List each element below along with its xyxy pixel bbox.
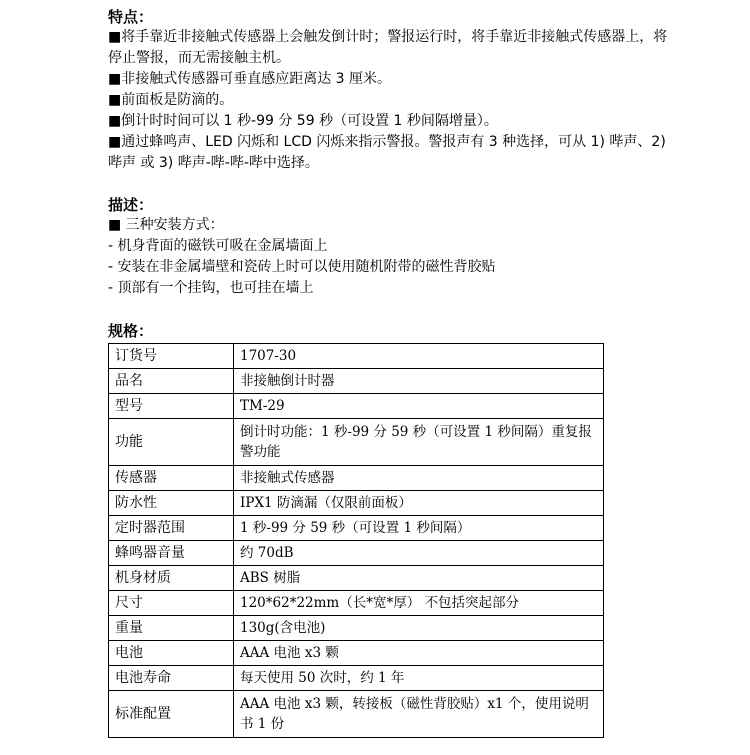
features-title: 特点： [108,8,154,26]
spec-key: 传感器 [109,466,234,491]
table-row [109,419,604,466]
spec-value: 1707-30 [234,344,604,369]
table-row [109,616,604,641]
table-row [109,516,604,541]
table-row [109,541,604,566]
table-row [109,691,604,738]
spec-value: 倒计时功能：1 秒-99 分 59 秒（可设置 1 秒间隔）重复报警功能 [234,419,604,466]
table-row [109,491,604,516]
spec-key: 定时器范围 [109,516,234,541]
table-row [109,369,604,394]
features-section [108,8,671,174]
spec-key: 订货号 [109,344,234,369]
spec-value: TM-29 [234,394,604,419]
spec-key: 功能 [109,419,234,466]
spec-value: 每天使用 50 次时，约 1 年 [234,666,604,691]
specs-title: 规格： [108,322,154,340]
spec-key: 机身材质 [109,566,234,591]
spec-key: 电池 [109,641,234,666]
spec-value: AAA 电池 x3 颗，转接板（磁性背胶贴）x1 个，使用说明书 1 份 [234,691,604,738]
table-row [109,344,604,369]
specs-table [108,343,604,738]
feature-item: ■倒计时时间可以 1 秒-99 分 59 秒（可设置 1 秒间隔增量）。 [108,113,498,129]
feature-item: ■通过蜂鸣声、LED 闪烁和 LCD 闪烁来指示警报。警报声有 3 种选择，可从 1) 哔声、2) 哔声 或 3) 哔声-哔-哔-哔中选择。 [108,134,671,171]
spec-value: 约 70dB [234,541,604,566]
description-item: - 机身背面的磁铁可吸在金属墙面上 [108,238,328,254]
description-title: 描述： [108,196,154,214]
spec-key: 型号 [109,394,234,419]
feature-item: ■前面板是防滴的。 [108,92,234,108]
spec-key: 尺寸 [109,591,234,616]
spec-key: 蜂鸣器音量 [109,541,234,566]
table-row [109,641,604,666]
spec-key: 电池寿命 [109,666,234,691]
spec-value: 非接触倒计时器 [234,369,604,394]
description-item: - 安装在非金属墙壁和瓷砖上时可以使用随机附带的磁性背胶贴 [108,259,496,275]
spec-value: ABS 树脂 [234,566,604,591]
spec-key: 品名 [109,369,234,394]
spec-value: 1 秒-99 分 59 秒（可设置 1 秒间隔） [234,516,604,541]
spec-key: 防水性 [109,491,234,516]
spec-value: IPX1 防滴漏（仅限前面板） [234,491,604,516]
description-item: - 顶部有一个挂钩，也可挂在墙上 [108,280,314,296]
description-section [108,196,668,299]
table-row [109,566,604,591]
description-lead: ■ 三种安装方式： [108,217,224,233]
table-row [109,591,604,616]
feature-item: ■将手靠近非接触式传感器上会触发倒计时；警报运行时，将手靠近非接触式传感器上，将停止警报，而无需接触主机。 [108,29,668,66]
table-row [109,394,604,419]
spec-value: 非接触式传感器 [234,466,604,491]
specs-section [108,322,608,738]
spec-value: AAA 电池 x3 颗 [234,641,604,666]
spec-value: 120*62*22mm（长*宽*厚） 不包括突起部分 [234,591,604,616]
spec-value: 130g(含电池) [234,616,604,641]
feature-item: ■非接触式传感器可垂直感应距离达 3 厘米。 [108,71,392,87]
spec-key: 重量 [109,616,234,641]
spec-key: 标准配置 [109,691,234,738]
table-row [109,466,604,491]
table-row [109,666,604,691]
